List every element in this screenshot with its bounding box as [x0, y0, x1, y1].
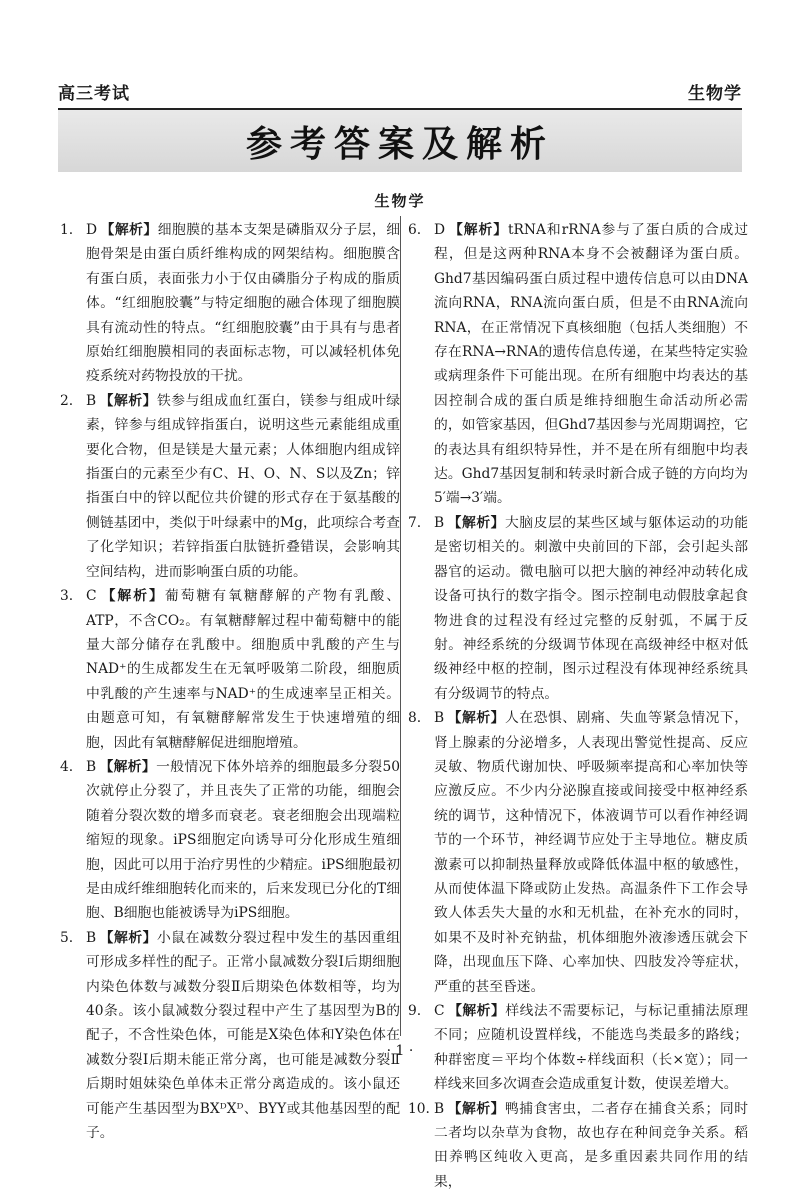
header-exam-label: 高三考试 — [58, 84, 130, 104]
answer-body — [86, 584, 400, 755]
analysis-tag: 【解析】 — [448, 222, 508, 238]
question-number: 3. — [60, 588, 74, 605]
analysis-tag: 【解析】 — [447, 1003, 506, 1019]
answer-text: 葡萄糖有氧糖酵解的产物有乳酸、ATP，不含CO₂。有氧糖酵解过程中葡萄糖中的能量大部分储存在乳酸中。细胞质中乳酸的产生与NAD⁺的生成都发生在无氧呼吸第二阶段，细胞质中乳酸的产生速率与NAD⁺的生成速率呈正相关。由题意可知，有氧糖酵解常发生于快速增殖的细胞，因此有氧糖酵解促进细胞增殖。 — [86, 588, 400, 751]
answer-text: 小鼠在减数分裂过程中发生的基因重组可形成多样性的配子。正常小鼠减数分裂Ⅰ后期细胞内染色体数与减数分裂Ⅱ后期染色体数相等，均为40条。该小鼠减数分裂过程中产生了基因型为B的配子，不含性染色体，可能是X染色体和Y染色体在减数分裂Ⅰ后期未能正常分离，也可能是减数分裂Ⅱ后期时姐妹染色单体未正常分离造成的。该小鼠还可能产生基因型为BXᴰXᴰ、BYY或其他基因型的配子。 — [86, 929, 401, 1142]
answer-choice: B — [434, 1100, 445, 1117]
answer-choice: B — [434, 710, 445, 727]
answer-item — [60, 755, 400, 926]
answer-choice: B — [86, 392, 97, 409]
page-header — [58, 78, 742, 104]
answer-item — [408, 511, 748, 706]
question-number: 1. — [60, 222, 74, 238]
answer-item — [408, 706, 748, 999]
answer-text: 大脑皮层的某些区域与躯体运动的功能是密切相关的。刺激中央前回的下部，会引起头部器官的运动。微电脑可以把大脑的神经冲动转化成设备可执行的数字指令。图示控制电动假肢拿起食物进食的过程没有经过完整的反射弧，不属于反射。神经系统的分级调节体现在高级神经中枢对低级神经中枢的控制，图示过程没有体现神经系统具有分级调节的特点。 — [434, 514, 749, 702]
question-number: 2. — [60, 392, 74, 409]
answer-choice: D — [86, 222, 98, 238]
page-number: · 1 · — [386, 1043, 414, 1059]
answer-item — [60, 389, 400, 584]
answer-choice: C — [434, 1003, 445, 1019]
question-number: 9. — [408, 1003, 422, 1019]
analysis-tag: 【解析】 — [99, 929, 157, 946]
question-number: 8. — [408, 710, 422, 727]
question-number: 4. — [60, 758, 74, 775]
answer-body — [434, 1097, 748, 1194]
answer-text: 细胞膜的基本支架是磷脂双分子层，细胞骨架是由蛋白质纤维构成的网架结构。细胞膜含有蛋白质，表面张力小于仅由磷脂分子构成的脂质体。“红细胞胶囊”与特定细胞的融合体现了细胞膜具有流动性的特点。“红细胞胶囊”由于具有与患者原始红细胞膜相同的表面标志物，可以减轻机体免疫系统对药物投放的干扰。 — [86, 222, 401, 385]
answer-choice: B — [434, 514, 445, 531]
title-banner — [58, 110, 742, 172]
analysis-tag: 【解析】 — [99, 392, 157, 409]
answer-item — [60, 584, 400, 755]
question-number: 7. — [408, 514, 422, 531]
answer-body — [86, 389, 400, 584]
subject-heading: 生物学 — [374, 192, 426, 210]
answer-body — [434, 511, 748, 706]
question-number: 6. — [408, 222, 422, 238]
answer-choice: B — [86, 758, 97, 775]
answer-item — [408, 218, 748, 511]
answer-item — [60, 218, 400, 389]
answer-choice: B — [86, 929, 97, 946]
answer-text: 样线法不需要标记，与标记重捕法原理不同；应随机设置样线，不能选鸟类最多的路线；种群密度＝平均个体数÷样线面积（长×宽）；同一样线来回多次调查会造成重复计数，使误差增大。 — [434, 1003, 749, 1093]
question-number: 10. — [408, 1100, 430, 1117]
answer-choice: C — [86, 588, 97, 605]
answer-text: 一般情况下体外培养的细胞最多分裂50次就停止分裂了，并且丧失了正常的功能，细胞会随着分裂次数的增多而衰老。衰老细胞会出现端粒缩短的现象。iPS细胞定向诱导可分化形成生殖细胞，因此可以用于治疗男性的少精症。iPS细胞最初是由成纤维细胞转化而来的，后来发现已分化的T细胞、B细胞也能被诱导为iPS细胞。 — [86, 758, 401, 922]
column-divider — [400, 216, 401, 1036]
analysis-tag: 【解析】 — [447, 710, 505, 727]
answer-body — [434, 218, 748, 511]
left-column — [60, 218, 400, 1145]
answer-text: 人在恐惧、剧痛、失血等紧急情况下，肾上腺素的分泌增多，人表现出警觉性提高、反应灵敏、物质代谢加快、呼吸频率提高和心率加快等应激反应。不少内分泌腺直接或间接受中枢神经系统的调节，这种情况下，体液调节可以看作神经调节的一个环节，神经调节应处于主导地位。糖皮质激素可以抑制热量释放或降低体温中枢的敏感性，从而使体温下降或防止发热。高温条件下工作会导致人体丢失大量的水和无机盐，在补充水的同时，如果不及时补充钠盐，机体细胞外液渗透压就会下降，出现血压下降、心率加快、四肢发冷等症状，严重的甚至昏迷。 — [434, 710, 749, 995]
question-number: 5. — [60, 929, 74, 946]
answer-body — [86, 926, 400, 1146]
analysis-tag: 【解析】 — [99, 588, 165, 605]
answer-text: 铁参与组成血红蛋白，镁参与组成叶绿素，锌参与组成锌指蛋白，说明这些元素能组成重要化合物，但是镁是大量元素；人体细胞内组成锌指蛋白的元素至少有C、H、O、N、S以及Zn；锌指蛋白中的锌以配位共价键的形式存在于氨基酸的侧链基团中，类似于叶绿素中的Mg，此项综合考查了化学知识；若锌指蛋白肽链折叠错误，会影响其空间结构，进而影响蛋白质的功能。 — [86, 392, 401, 580]
answer-body — [86, 218, 400, 389]
answer-item — [408, 1097, 748, 1194]
answer-body — [434, 706, 748, 999]
analysis-tag: 【解析】 — [100, 222, 158, 238]
analysis-tag: 【解析】 — [447, 514, 505, 531]
answer-item — [60, 926, 400, 1146]
analysis-tag: 【解析】 — [99, 758, 157, 775]
answer-text: 鸭捕食害虫，二者存在捕食关系；同时二者均以杂草为食物，故也存在种间竞争关系。稻田养鸭区纯收入更高，是多重因素共同作用的结果， — [434, 1100, 749, 1190]
analysis-tag: 【解析】 — [447, 1100, 505, 1117]
banner-title: 参考答案及解析 — [245, 123, 554, 165]
answer-choice: D — [434, 222, 446, 238]
answer-body — [86, 755, 400, 926]
header-subject-label: 生物学 — [688, 84, 742, 104]
answer-text: tRNA和rRNA参与了蛋白质的合成过程，但是这两种RNA本身不会被翻译为蛋白质。Ghd7基因编码蛋白质过程中遗传信息可以由DNA流向RNA，RNA流向蛋白质，但是不由RNA流向RNA，在正常情况下真核细胞（包括人类细胞）不存在RNA→RNA的遗传信息传递，在某些特定实验或病理条件下可能出现。在所有细胞中均表达的基因控制合成的蛋白质是维持细胞生命活动所必需的，如管家基因，但Ghd7基因参与光周期调控，它的表达具有组织特异性，并不是在所有细胞中均表达。Ghd7基因复制和转录时新合成子链的方向均为5′端→3′端。 — [434, 222, 748, 507]
